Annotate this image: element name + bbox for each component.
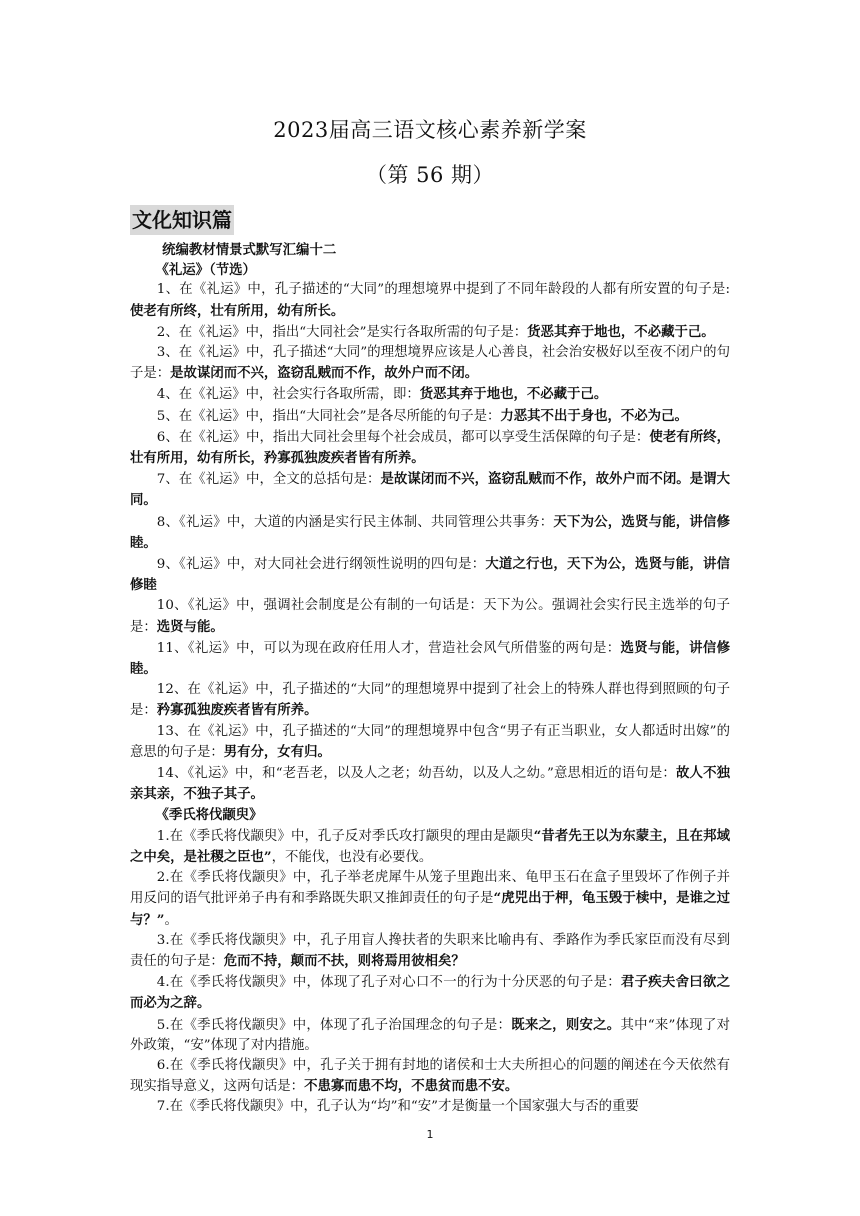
question-item — [130, 469, 730, 511]
question-item — [130, 554, 730, 596]
answer-text: 君子疾夫舍曰欲之而必为之辞。 — [130, 974, 730, 1012]
document-body — [130, 240, 730, 1118]
question-text: 7.在《季氏将伐颛臾》中，孔子认为“均”和“安”才是衡量一个国家强大与否的重要 — [156, 1099, 639, 1115]
question-item — [130, 406, 730, 427]
answer-text: 货恶其弃于地也，不必藏于己。 — [419, 386, 608, 403]
question-text: 3.在《季氏将伐颛臾》中，孔子用盲人搀扶者的失职来比喻冉有、季路作为季氏家臣而没有尽到责任的句子是： — [130, 932, 730, 969]
question-text: 10、《礼运》中，强调社会制度是公有制的一句话是：天下为公。强调社会实行民主选举的句子是： — [130, 598, 730, 635]
question-item — [130, 596, 730, 637]
question-item — [130, 512, 730, 554]
answer-text: 天下为公，选贤与能，讲信修睦。 — [130, 513, 730, 551]
question-text: 8、《礼运》中，大道的内涵是实行民主体制、共同管理公共事务： — [156, 514, 554, 530]
document-title: 2023届高三语文核心素养新学案 — [273, 118, 587, 142]
question-tail: ，不能伐，也没有必要伐。 — [271, 849, 433, 865]
work-title: 《礼运》（节选） — [155, 262, 256, 279]
question-text: 5.在《季氏将伐颛臾》中，体现了孔子治国理念的句子是： — [156, 1017, 512, 1033]
question-text: 6、在《礼运》中，指出大同社会里每个社会成员，都可以享受生活保障的句子是： — [156, 429, 650, 445]
question-text: 3、在《礼运》中，孔子描述“大同”的理想境界应该是人心善良，社会治安极好以至夜不闭户的句子是： — [130, 345, 730, 382]
answer-text: 货恶其弃于地也，不必藏于己。 — [527, 323, 715, 340]
question-text: 5、在《礼运》中，指出“大同社会”是各尽所能的句子是： — [156, 408, 501, 424]
question-item — [130, 427, 730, 469]
answer-text: 是故谋闭而不兴，盗窃乱贼而不作，故外户而不闭。 — [170, 365, 479, 382]
question-text: 2.在《季氏将伐颛臾》中，孔子举老虎犀牛从笼子里跑出来、龟甲玉石在盒子里毁坏了作例子并用反问的语气批评弟子冉有和季路既失职又推卸责任的句子是 — [130, 870, 730, 907]
answer-text: 既来之，则安之。 — [511, 1016, 621, 1033]
question-item — [130, 972, 730, 1014]
question-text: 12、在《礼运》中，孔子描述的“大同”的理想境界中提到了社会上的特殊人群也得到照顾的句子是： — [130, 682, 730, 719]
answer-text: 使老有所终，壮有所用，幼有所长。 — [130, 302, 345, 319]
question-item — [130, 343, 730, 384]
issue-number: （第 56 期） — [365, 163, 495, 187]
answer-text: 男有分，女有归。 — [223, 743, 331, 760]
question-item — [130, 826, 730, 868]
page-number: 1 — [426, 1128, 434, 1141]
question-text: 7、在《礼运》中，全文的总括句是： — [156, 472, 381, 488]
question-text: 4、在《礼运》中，社会实行各取所需，即： — [156, 387, 420, 403]
question-text: 4.在《季氏将伐颛臾》中，体现了孔子对心口不一的行为十分厌恶的句子是： — [156, 975, 621, 991]
work-title: 《季氏将伐颛臾》 — [155, 807, 263, 824]
question-item — [130, 638, 730, 680]
question-item — [130, 722, 730, 763]
answer-text: 力恶其不出于身也，不必为己。 — [500, 407, 688, 424]
question-text: 2、在《礼运》中，指出“大同社会”是实行各取所需的句子是： — [156, 324, 528, 340]
question-item — [130, 1097, 730, 1117]
answer-text: 使老有所终，壮有所用，幼有所长，矜寡孤独废疾者皆有所养。 — [130, 428, 730, 467]
question-text: 6.在《季氏将伐颛臾》中，孔子关于拥有封地的诸侯和士大夫所担心的问题的阐述在今天依然有现实指导意义，这两句话是： — [130, 1057, 730, 1095]
question-item — [130, 384, 730, 405]
answer-text: 是故谋闭而不兴，盗窃乱贼而不作，故外户而不闭。是谓大同。 — [130, 471, 730, 509]
question-text: 1.在《季氏将伐颛臾》中，孔子反对季氏攻打颛臾的理由是颛臾 — [156, 828, 534, 844]
question-text: 13、在《礼运》中，孔子描述的“大同”的理想境界中包含“男子有正当职业，女人都适时出嫁”的意思的句子是： — [130, 723, 730, 760]
collection-subtitle: 统编教材情景式默写汇编十二 — [162, 242, 337, 258]
answer-text: 不患寡而患不均，不患贫而患不安。 — [304, 1078, 519, 1095]
answer-text: 选贤与能。 — [156, 618, 224, 635]
answer-text: 危而不持，颠而不扶，则将焉用彼相矣？ — [223, 952, 465, 969]
question-tail: 其中“来”体现了对外政策，“安”体现了对内措施。 — [130, 1017, 731, 1053]
question-text: 9、《礼运》中，对大同社会进行纲领性说明的四句是： — [156, 557, 486, 573]
answer-text: “虎兕出于柙，龟玉毁于椟中，是谁之过与？” — [130, 890, 730, 928]
answer-text: 选贤与能，讲信修睦。 — [130, 639, 731, 678]
question-text: 1、在《礼运》中，孔子描述的“大同”的理想境界中提到了不同年龄段的人都有所安置的句子是: — [156, 282, 730, 298]
question-item — [130, 680, 730, 721]
question-text: 11、《礼运》中，可以为现在政府任用人才，营造社会风气所借鉴的两句是： — [156, 640, 621, 656]
answer-text: 大道之行也，天下为公，选贤与能，讲信修睦 — [130, 556, 730, 594]
question-item — [130, 280, 730, 321]
question-tail: 。 — [164, 912, 178, 928]
question-item — [130, 322, 730, 343]
question-item — [130, 763, 730, 805]
answer-text: “昔者先王以为东蒙主，且在邦域之中矣，是社稷之臣也” — [130, 827, 730, 865]
question-text: 14、《礼运》中，和“老吾老，以及人之老；幼吾幼，以及人之幼。”意思相近的语句是： — [156, 766, 676, 782]
question-item — [130, 868, 730, 931]
question-item — [130, 1056, 730, 1097]
answer-text: 故人不独亲其亲，不独子其子。 — [130, 765, 731, 803]
question-item — [130, 931, 730, 972]
question-item — [130, 1015, 730, 1056]
section-heading: 文化知识篇 — [130, 205, 234, 235]
answer-text: 矜寡孤独废疾者皆有所养。 — [156, 702, 318, 719]
